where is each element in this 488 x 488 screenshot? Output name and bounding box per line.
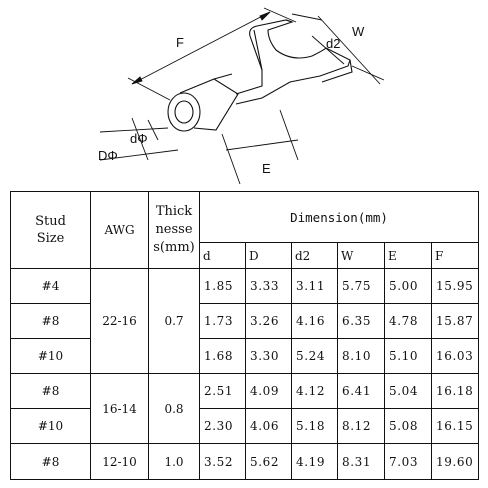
header-thickness-line1: Thick xyxy=(155,204,193,219)
value-F: 16.03 xyxy=(432,339,479,374)
table-row xyxy=(11,339,479,374)
awg-cell: 16-14 xyxy=(91,374,149,444)
value-E: 5.04 xyxy=(385,374,432,409)
stud-cell: #8 xyxy=(11,304,91,339)
header-sub-D: D xyxy=(246,243,292,269)
header-awg: AWG xyxy=(91,192,149,269)
table-row xyxy=(11,304,479,339)
value-F: 15.95 xyxy=(432,269,479,304)
value-W: 6.35 xyxy=(338,304,385,339)
value-W: 5.75 xyxy=(338,269,385,304)
value-D: 4.09 xyxy=(246,374,292,409)
label-F: F xyxy=(176,35,184,50)
awg-cell: 12-10 xyxy=(91,444,149,480)
header-sub-W: W xyxy=(338,243,385,269)
value-E: 4.78 xyxy=(385,304,432,339)
table-row xyxy=(11,374,479,409)
terminal-outline xyxy=(168,20,352,131)
thickness-cell: 0.8 xyxy=(149,374,200,444)
value-F: 15.87 xyxy=(432,304,479,339)
header-stud-size xyxy=(11,192,91,269)
awg-cell: 22-16 xyxy=(91,269,149,374)
header-sub-F: F xyxy=(432,243,479,269)
header-thickness-line3: s(mm) xyxy=(153,240,195,255)
value-d: 1.73 xyxy=(200,304,246,339)
value-d: 2.51 xyxy=(200,374,246,409)
value-E: 7.03 xyxy=(385,444,432,480)
value-E: 5.08 xyxy=(385,409,432,444)
value-W: 8.31 xyxy=(338,444,385,480)
value-d2: 4.12 xyxy=(292,374,338,409)
label-D: DΦ xyxy=(98,148,118,163)
value-W: 6.41 xyxy=(338,374,385,409)
value-d2: 5.24 xyxy=(292,339,338,374)
value-d2: 5.18 xyxy=(292,409,338,444)
thickness-cell: 0.7 xyxy=(149,269,200,374)
spec-table xyxy=(10,191,479,480)
value-d: 3.52 xyxy=(200,444,246,480)
table-row xyxy=(11,269,479,304)
label-d2: d2 xyxy=(326,36,341,51)
header-thickness xyxy=(149,192,200,269)
value-D: 3.26 xyxy=(246,304,292,339)
dimension-lines xyxy=(100,8,384,184)
header-sub-d2: d2 xyxy=(292,243,338,269)
table-row xyxy=(11,409,479,444)
value-D: 5.62 xyxy=(246,444,292,480)
value-E: 5.10 xyxy=(385,339,432,374)
stud-cell: #4 xyxy=(11,269,91,304)
value-F: 16.18 xyxy=(432,374,479,409)
label-W: W xyxy=(352,24,365,39)
header-stud-line2: Size xyxy=(36,231,65,246)
header-sub-E: E xyxy=(385,243,432,269)
spade-terminal-diagram xyxy=(0,0,488,190)
stud-cell: #8 xyxy=(11,444,91,480)
label-d: dΦ xyxy=(130,131,148,146)
value-d2: 4.16 xyxy=(292,304,338,339)
value-E: 5.00 xyxy=(385,269,432,304)
stud-cell: #10 xyxy=(11,339,91,374)
label-E: E xyxy=(262,161,271,176)
value-D: 3.30 xyxy=(246,339,292,374)
value-d: 1.85 xyxy=(200,269,246,304)
header-dimension: Dimension(mm) xyxy=(200,192,479,243)
value-W: 8.12 xyxy=(338,409,385,444)
value-W: 8.10 xyxy=(338,339,385,374)
value-D: 4.06 xyxy=(246,409,292,444)
value-F: 16.15 xyxy=(432,409,479,444)
table-row xyxy=(11,444,479,480)
thickness-cell: 1.0 xyxy=(149,444,200,480)
header-sub-d: d xyxy=(200,243,246,269)
value-d2: 3.11 xyxy=(292,269,338,304)
value-D: 3.33 xyxy=(246,269,292,304)
value-d2: 4.19 xyxy=(292,444,338,480)
header-thickness-line2: nesse xyxy=(155,222,193,237)
value-d: 1.68 xyxy=(200,339,246,374)
stud-cell: #8 xyxy=(11,374,91,409)
stud-cell: #10 xyxy=(11,409,91,444)
header-stud-line1: Stud xyxy=(35,214,66,229)
value-F: 19.60 xyxy=(432,444,479,480)
value-d: 2.30 xyxy=(200,409,246,444)
